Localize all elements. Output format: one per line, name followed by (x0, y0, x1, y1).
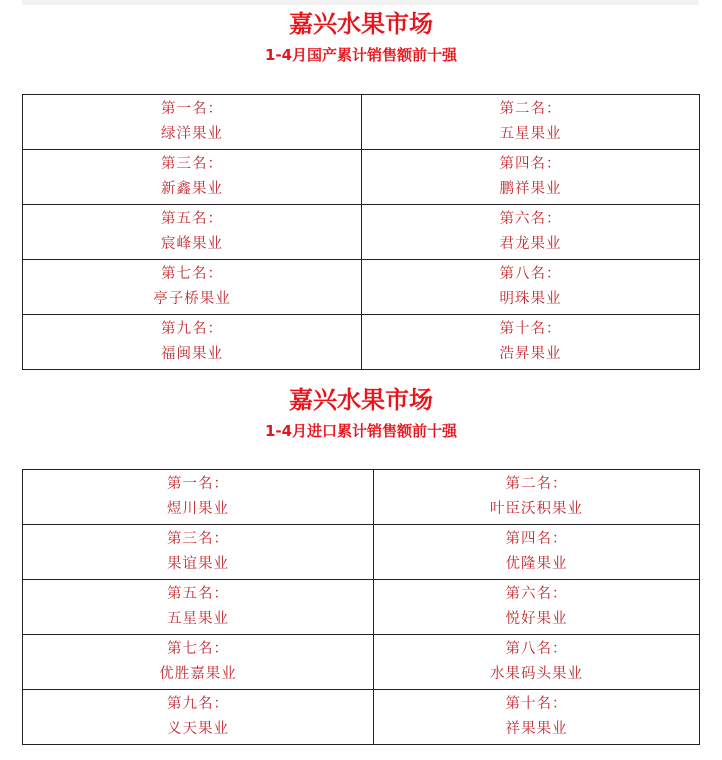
company-name: 优胜嘉果业 (159, 666, 237, 682)
rank-cell (23, 690, 374, 745)
domestic-subtitle: 1-4月国产累计销售额前十强 (264, 46, 458, 64)
rank-label: 第九名： (161, 321, 223, 337)
rank-cell (362, 150, 700, 205)
rank-cell (374, 580, 700, 635)
rank-label: 第六名： (505, 586, 568, 602)
rank-cell (23, 315, 362, 370)
table-row (23, 690, 700, 745)
rank-label: 第二名： (505, 476, 568, 492)
company-name: 明珠果业 (499, 291, 562, 307)
rank-cell (23, 150, 362, 205)
rank-label: 第五名： (167, 586, 229, 602)
rank-label: 第八名： (499, 266, 562, 282)
company-name: 君龙果业 (499, 236, 562, 252)
table-row (23, 260, 700, 315)
rank-label: 第四名： (499, 156, 562, 172)
table-row (23, 315, 700, 370)
company-name: 义天果业 (167, 721, 229, 737)
company-name: 宸峰果业 (161, 236, 223, 252)
rank-cell (23, 260, 362, 315)
rank-label: 第十名： (499, 321, 562, 337)
table-row (23, 470, 700, 525)
rank-cell (23, 95, 362, 150)
company-name: 煜川果业 (167, 501, 229, 517)
table-row (23, 95, 700, 150)
rank-label: 第八名： (505, 641, 568, 657)
rank-cell (23, 470, 374, 525)
rank-label: 第九名： (167, 696, 229, 712)
company-name: 祥果果业 (505, 721, 568, 737)
rank-label: 第三名： (161, 156, 223, 172)
rank-cell (374, 470, 700, 525)
top-divider (22, 0, 699, 5)
company-name: 亭子桥果业 (153, 291, 231, 307)
company-name: 果谊果业 (167, 556, 229, 572)
table-row (23, 580, 700, 635)
company-name: 五星果业 (499, 126, 562, 142)
company-name: 悦好果业 (505, 611, 568, 627)
company-name: 水果码头果业 (490, 666, 583, 682)
company-name: 福闽果业 (161, 346, 223, 362)
rank-cell (374, 525, 700, 580)
table-row (23, 150, 700, 205)
rank-cell (23, 205, 362, 260)
rank-label: 第四名： (505, 531, 568, 547)
company-name: 浩昇果业 (499, 346, 562, 362)
table-row (23, 205, 700, 260)
rank-label: 第二名： (499, 101, 562, 117)
rank-label: 第五名： (161, 211, 223, 227)
imported-ranking-table (22, 469, 700, 745)
rank-label: 第七名： (167, 641, 229, 657)
domestic-ranking-table (22, 94, 700, 370)
rank-cell (362, 260, 700, 315)
rank-cell (362, 205, 700, 260)
company-name: 绿洋果业 (161, 126, 223, 142)
rank-cell (374, 690, 700, 745)
imported-subtitle: 1-4月进口累计销售额前十强 (264, 422, 458, 440)
table-row (23, 635, 700, 690)
rank-cell (23, 525, 374, 580)
rank-label: 第一名： (167, 476, 229, 492)
company-name: 新鑫果业 (161, 181, 223, 197)
company-name: 优隆果业 (505, 556, 568, 572)
rank-label: 第十名： (505, 696, 568, 712)
rank-label: 第六名： (499, 211, 562, 227)
rank-cell (23, 580, 374, 635)
rank-label: 第一名： (161, 101, 223, 117)
rank-label: 第七名： (161, 266, 223, 282)
rank-cell (362, 315, 700, 370)
company-name: 五星果业 (167, 611, 229, 627)
rank-label: 第三名： (167, 531, 229, 547)
company-name: 鹏祥果业 (499, 181, 562, 197)
company-name: 叶臣沃积果业 (490, 501, 583, 517)
page-title: 嘉兴水果市场 (289, 10, 433, 38)
table-row (23, 525, 700, 580)
page-title-imported: 嘉兴水果市场 (289, 386, 433, 414)
rank-cell (362, 95, 700, 150)
rank-cell (374, 635, 700, 690)
rank-cell (23, 635, 374, 690)
